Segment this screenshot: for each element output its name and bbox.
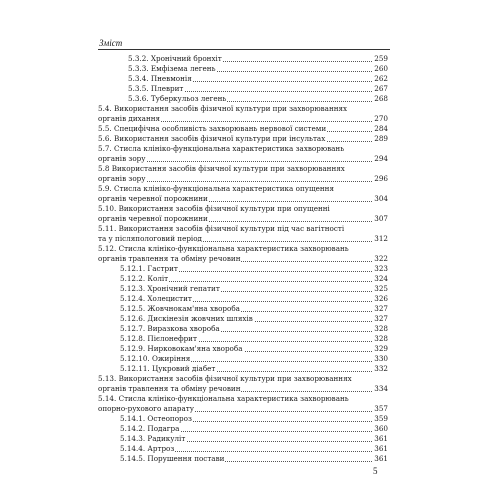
toc-page-number: 294 bbox=[374, 154, 388, 163]
toc-entry-label: 5.13. Використання засобів фізичної культури при захворюваннях bbox=[98, 374, 352, 383]
toc-page-number: 361 bbox=[374, 454, 388, 463]
toc-page-number: 357 bbox=[374, 404, 388, 413]
toc-entry-label: органів зору bbox=[98, 174, 146, 183]
toc-page-number: 359 bbox=[374, 414, 388, 423]
toc-entry-label: 5.14.5. Порушення постави bbox=[120, 454, 225, 463]
toc-entry-label: 5.14.2. Подагра bbox=[120, 424, 180, 433]
toc-entry-label: опорно-рухового апарату bbox=[98, 404, 195, 413]
toc-entry-label: 5.12.10. Ожиріння bbox=[120, 354, 191, 363]
toc-entry-label: 5.14. Стисла клініко-функціональна характеристика захворювань bbox=[98, 394, 349, 403]
toc-entry-label: 5.3.3. Емфізема легень bbox=[128, 64, 216, 73]
toc-entry-label: 5.14.3. Радикуліт bbox=[120, 434, 186, 443]
toc-page-number: 360 bbox=[374, 424, 388, 433]
toc-page-number: 330 bbox=[374, 354, 388, 363]
toc-page-number: 361 bbox=[374, 444, 388, 453]
toc-entry-label: 5.7. Стисла клініко-функціональна характеристика захворювань bbox=[98, 144, 345, 153]
toc-page-number: 361 bbox=[374, 434, 388, 443]
toc-page-number: 327 bbox=[374, 314, 388, 323]
toc-entry-label: 5.6. Використання засобів фізичної культури при інсультах bbox=[98, 134, 326, 143]
toc-page-number: 329 bbox=[374, 344, 388, 353]
toc-page-number: 328 bbox=[374, 324, 388, 333]
page-number: 5 bbox=[373, 466, 378, 476]
toc-entry-label: органів черевної порожнини bbox=[98, 214, 208, 223]
toc-entry-label: 5.3.4. Пневмонія bbox=[128, 74, 192, 83]
toc-entry-label: 5.12.5. Жовчнокам'яна хвороба bbox=[120, 304, 240, 313]
toc-page-number: 324 bbox=[374, 274, 388, 283]
toc-entry-label: 5.12.11. Цукровий діабет bbox=[120, 364, 216, 373]
toc-entry-label: 5.10. Використання засобів фізичної культури при опущенні bbox=[98, 204, 330, 213]
toc-entry-label: органів дихання bbox=[98, 114, 161, 123]
toc-entry-label: та у післяпологовий період bbox=[98, 234, 202, 243]
toc-page-number: 262 bbox=[374, 74, 388, 83]
toc-page-number: 307 bbox=[374, 214, 388, 223]
toc-entry-label: 5.3.6. Туберкульоз легень bbox=[128, 94, 227, 103]
toc-entry-label: 5.12.6. Дискінезія жовчних шляхів bbox=[120, 314, 253, 323]
toc-page-number: 328 bbox=[374, 334, 388, 343]
toc-entry-label: 5.8 Використання засобів фізичної культури при захворюваннях bbox=[98, 164, 345, 173]
toc-entry-label: 5.3.5. Плеврит bbox=[128, 84, 184, 93]
toc-page-number: 334 bbox=[374, 384, 388, 393]
toc-page-number: 332 bbox=[374, 364, 388, 373]
toc-page-number: 267 bbox=[374, 84, 388, 93]
toc-entry-label: 5.4. Використання засобів фізичної культури при захворюваннях bbox=[98, 104, 348, 113]
toc-page-number: 284 bbox=[374, 124, 388, 133]
toc-page-number: 325 bbox=[374, 284, 388, 293]
toc-page-number: 289 bbox=[374, 134, 388, 143]
toc-entry-label: органів черевної порожнини bbox=[98, 194, 208, 203]
toc-entry-label: 5.12. Стисла клініко-функціональна характеристика захворювань bbox=[98, 244, 349, 253]
toc-page-number: 296 bbox=[374, 174, 388, 183]
toc-entry-label: 5.14.4. Артроз bbox=[120, 444, 175, 453]
toc-entry-label: 5.11. Використання засобів фізичної культури під час вагітності bbox=[98, 224, 345, 233]
toc-entry-label: 5.14.1. Остеопороз bbox=[120, 414, 192, 423]
toc-entry-label: органів травлення та обміну речовин bbox=[98, 254, 241, 263]
toc-entry-label: 5.12.3. Хронічний гепатит bbox=[120, 284, 220, 293]
toc-entry-label: 5.12.7. Виразкова хвороба bbox=[120, 324, 220, 333]
running-header-title: Зміст bbox=[99, 38, 123, 48]
header-rule bbox=[98, 49, 390, 50]
toc-entry-label: органів травлення та обміну речовин bbox=[98, 384, 241, 393]
toc-page-number: 270 bbox=[374, 114, 388, 123]
toc-entry[interactable] bbox=[0, 453, 500, 465]
toc-entry-label: органів зору bbox=[98, 154, 146, 163]
toc-entry-label: 5.12.1. Гастрит bbox=[120, 264, 178, 273]
toc-entry-label: 5.12.8. Пієлонефрит bbox=[120, 334, 197, 343]
toc-page-number: 259 bbox=[374, 54, 388, 63]
toc-entry-label: 5.12.2. Коліт bbox=[120, 274, 169, 283]
toc-entry-label: 5.12.9. Нирковокам'яна хвороба bbox=[120, 344, 243, 353]
toc-entry-label: 5.5. Специфічна особливість захворювань нервової системи bbox=[98, 124, 327, 133]
toc-page-number: 268 bbox=[374, 94, 388, 103]
toc-page-number: 327 bbox=[374, 304, 388, 313]
toc-entry-label: 5.3.2. Хронічний бронхіт bbox=[128, 54, 222, 63]
toc-page-number: 304 bbox=[374, 194, 388, 203]
toc-entry-label: 5.12.4. Холецистит bbox=[120, 294, 192, 303]
toc-page-number: 260 bbox=[374, 64, 388, 73]
toc-page-number: 326 bbox=[374, 294, 388, 303]
toc-entry-label: 5.9. Стисла клініко-функціональна характеристика опущення bbox=[98, 184, 335, 193]
toc-page-number: 312 bbox=[374, 234, 388, 243]
toc-page-number: 322 bbox=[374, 254, 388, 263]
toc-page-number: 323 bbox=[374, 264, 388, 273]
